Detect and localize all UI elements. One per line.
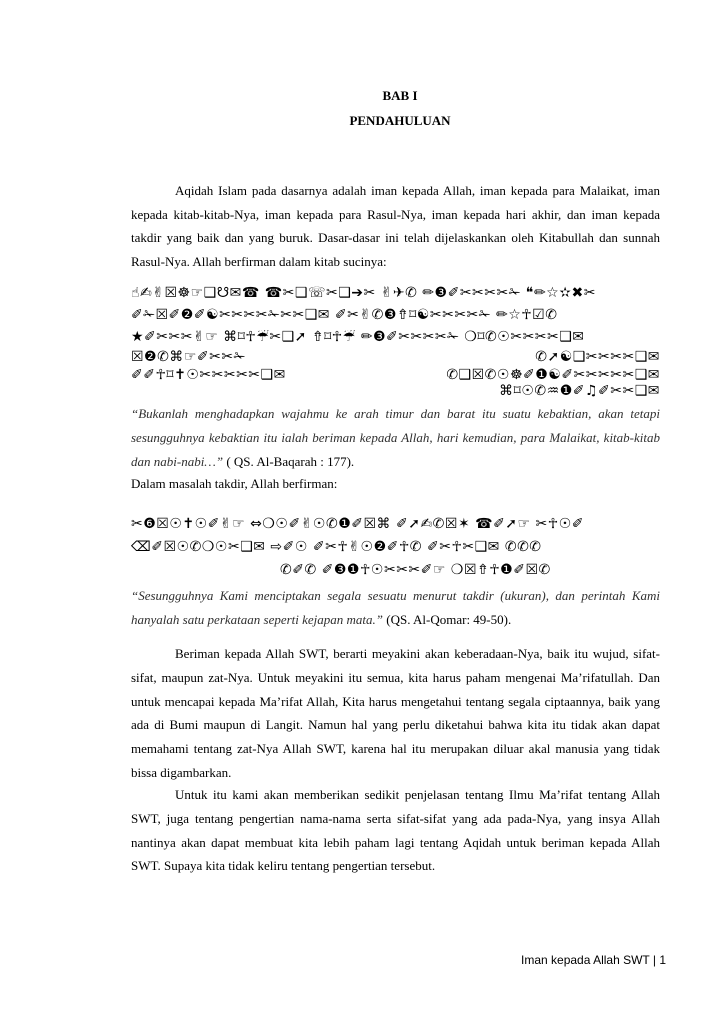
quote-1-reference: ( QS. Al-Baqarah : 177). (223, 454, 355, 469)
arabic-verse-1-line-4-right: ✆➚☯❑✂✂✂✂❑✉ (535, 350, 660, 365)
arabic-verse-1-line-5: ✐✐☥⌑✝☉✂✂✂✂✂❑✉ (131, 368, 286, 383)
arabic-verse-2-line-1: ✂❻☒☉✝☉✐✌☞ ⇔❍☉✐✌☉✆❶✐☒⌘ ✐➚✍✆☒✶ ☎✐➚☞ ✂☥☉✐ (131, 517, 584, 532)
page-footer: Iman kepada Allah SWT | 1 (521, 953, 666, 967)
arabic-verse-2-line-2: ⌫✐☒☉✆❍☉✂❑✉ ⇨✐☉ ✐✂☥✌☉❷✐☥✆ ✐✂☥✂❑✉ ✆✆✆ (131, 540, 542, 555)
body-paragraph-1: Beriman kepada Allah SWT, berarti meyakini akan keberadaan-Nya, baik itu wujud, sifat-sifat, maupun zat-Nya. Untuk meyakini itu semua, kita harus paham mengenai Ma’rifatullah. Dan untuk mencapai kepada Ma’rifat Allah, Kita harus mengetahui tentang segala ciptaannya, baik yang ada di Bumi maupun di Langit. Namun hal yang perlu diketahui bahwa kita itu tidak akan dapat memahami tentang zat-Nya Allah SWT, karena hal itu merupakan diluar akal manusia yang tidak bissa digambarkan. (131, 646, 660, 780)
body-paragraph-2: Untuk itu kami akan memberikan sedikit penjelasan tentang Ilmu Ma’rifat tentang Allah SWT, juga tentang pengertian nama-nama serta sifat-sifat yang ada pada-Nya, yang insya Allah nantinya akan dapat membuat kita lebih paham lagi tentang Aqidah untuk beriman kepada Allah SWT. Supaya kita tidak keliru tentang pengertian tersebut. (131, 787, 660, 874)
quote-1-text: “Bukanlah menghadapkan wajahmu ke arah timur dan barat itu suatu kebaktian, akan tetapi sesungguhnya kebaktian itu ialah beriman kepada Allah, hari kemudian, para Malaikat, kitab-kitab dan nabi-nabi…” (131, 406, 660, 469)
chapter-label: BAB I (382, 88, 418, 103)
arabic-verse-2-line-3: ✆✐✆ ✐❸❶☥☉✂✂✂✐☞ ❍☒⇮☥❶✐☒✆ (280, 563, 551, 578)
chapter-title: PENDAHULUAN (349, 113, 451, 128)
arabic-verse-1-line-3: ★✐✂✂✂✌☞ ⌘⌑☥☔✂❑➚ ⇮⌑☥☔ ✏❸✐✂✂✂✂✁ ❍⌑✆☉✂✂✂✂❑✉ (131, 330, 585, 345)
arabic-verse-1-line-5-right: ✆❑☒✆☉☸✐❶☯✐✂✂✂✂✂❑✉ (446, 368, 660, 383)
translation-quote-1 (131, 402, 660, 474)
arabic-verse-1-line-2: ✐✁☒✐❷✐☯✂✂✂✂✁✂✂❑✉ ✐✂✌✆❸⇮⌑☯✂✂✂✂✁ ✏☆☥☑✆ (131, 308, 558, 323)
intro-paragraph: Aqidah Islam pada dasarnya adalah iman kepada Allah, iman kepada para Malaikat, iman kepada kitab-kitab-Nya, iman kepada para Rasul-Nya, iman kepada hari akhir, dan iman kepada takdir yang baik dan yang buruk. Dasar-dasar ini telah dijelaskankan oleh Kitabullah dan sunnah Rasul-Nya. Allah berfirman dalam kitab sucinya: (131, 183, 660, 269)
arabic-verse-1-line-4: ☒❷✆⌘☞✐✂✂✁ (131, 350, 246, 365)
arabic-verse-1-line-6: ⌘⌑☉✆♒❶✐♫✐✂✂❑✉ (499, 384, 660, 399)
arabic-verse-1-line-1: ☝✍✌☒☸☞❑☋✉☎ ☎✂❑☏✂❑➔✂ ✌✈✆ ✏❸✐✂✂✂✂✁ ❝✏☆✫✖✂ (131, 286, 596, 301)
quote-2-text: “Sesungguhnya Kami menciptakan segala sesuatu menurut takdir (ukuran), dan perintah Kami hanyalah satu perkataan seperti kejapan mata.” (131, 588, 660, 627)
intro-takdir: Dalam masalah takdir, Allah berfirman: (131, 476, 338, 491)
translation-quote-2 (131, 584, 660, 632)
quote-2-reference: (QS. Al-Qomar: 49-50). (383, 612, 512, 627)
